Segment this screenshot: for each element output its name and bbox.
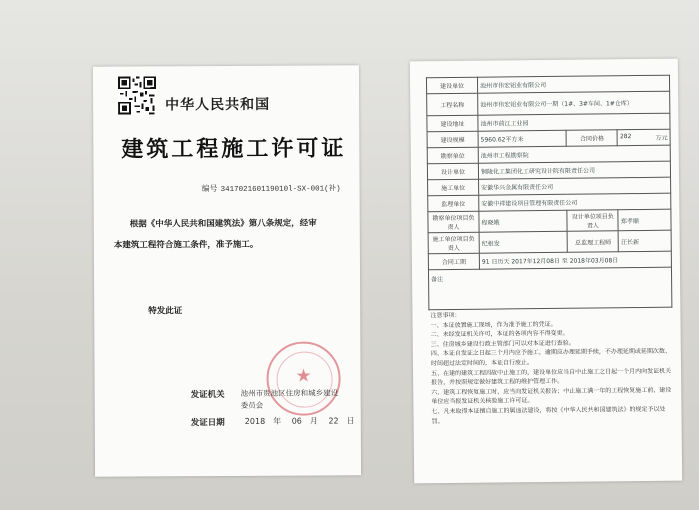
address-label: 建设地址 (427, 115, 478, 132)
note-item: 六、建筑工程恢复施工时，应当向发证机关报告；中止施工满一年的工程恢复施工前，建设单位应当报发证机关核验施工许可证。 (431, 386, 672, 406)
table-row (428, 209, 671, 233)
note-item: 二、未经发证机关许可，本证的各项内容不得变更。 (430, 329, 569, 339)
chief-engineer-label: 总监理工程师 (567, 231, 618, 253)
price-cell (617, 129, 670, 146)
scale-value: 5960.62平方米 (478, 130, 567, 147)
date-year: 2018 (244, 416, 266, 426)
design-lead-label: 设计单位项目负责人 (567, 210, 618, 232)
design-lead-value: 郑孝顺 (618, 209, 671, 231)
permit-details-page (410, 59, 682, 484)
notes-section (430, 309, 673, 427)
builder-value: 池州市伟宏铝业有限公司 (477, 75, 669, 93)
table-row (427, 91, 670, 116)
period-label: 合同工期 (428, 253, 479, 270)
project-value: 池州市伟宏铝业有限公司一期（1#、3#车间、1#仓库） (478, 91, 670, 115)
date-day: 22 (328, 416, 339, 426)
table-row (428, 230, 671, 254)
date-month: 06 (291, 416, 302, 426)
seal-star-icon: ★ (295, 365, 312, 387)
remarks-label: 备注 (428, 267, 671, 310)
construct-label: 施工单位 (428, 179, 479, 196)
address-value: 池州市前江工业园 (478, 113, 670, 131)
body-line-2: 本建筑工程符合施工条件，准予施工。 (113, 239, 259, 251)
note-item: 五、在建的建筑工程因故中止施工的，建设单位应当自中止施工之日起一个月内向发证机关报告，并按照规定做好建筑工程的维护管理工作。 (431, 367, 672, 387)
project-label: 工程名称 (427, 93, 478, 116)
construct-value: 安徽华兴金属有限责任公司 (479, 177, 671, 195)
issue-date-label: 发证日期 (190, 418, 225, 429)
design-value: 铜陵化工集团化工研究设计院有限责任公司 (478, 161, 670, 179)
construct-lead-value: 纪根发 (479, 231, 568, 253)
certify-text: 特发此证 (148, 306, 183, 317)
table-row (428, 267, 671, 310)
permit-title: 建筑工程施工许可证 (121, 136, 347, 163)
project-info-table (426, 75, 672, 311)
note-item: 四、本证自发证之日起三个月内应予施工，逾期应办理延期手续，不办理延期或延期次数、时间超过法定时间的，本证自行废止。 (430, 348, 671, 368)
note-item: 七、凡未取得本证擅自施工的属违法建设，将按《中华人民共和国建筑法》的规定予以处罚。 (431, 405, 666, 425)
serial-value: 341702160119010l-SX-001(补) (220, 185, 341, 195)
price-value: 282 (619, 133, 632, 141)
builder-label: 建设单位 (426, 77, 477, 94)
price-label: 合同价格 (566, 130, 617, 147)
date-day-unit: 日 (346, 416, 355, 426)
body-line-1: 根据《中华人民共和国建筑法》第八条规定，经审 (129, 218, 317, 230)
price-unit: 万元 (655, 134, 668, 142)
country-name: 中华人民共和国 (165, 96, 271, 114)
survey-value: 池州市工程勘察院 (478, 145, 670, 163)
chief-engineer-value: 汪长新 (618, 230, 671, 252)
serial-label: 编号 (201, 184, 218, 194)
issuer-value: 池州市贵池区住房和城乡建设委员会 (240, 388, 339, 410)
supervise-label: 监理单位 (428, 195, 479, 212)
date-year-unit: 年 (273, 416, 282, 426)
date-month-unit: 月 (309, 416, 318, 426)
permit-cover-page (93, 65, 361, 476)
permit-body (114, 213, 350, 256)
notes-title: 注意事项： (430, 311, 461, 320)
qr-code-icon (118, 76, 156, 114)
scale-label: 建设规模 (427, 131, 478, 148)
issuer-label: 发证机关 (190, 390, 225, 401)
supervise-value: 安徽中祥建设项目管理有限责任公司 (479, 193, 671, 211)
note-item: 一、本证放置施工现场，作为准予施工的凭证。 (430, 320, 557, 329)
issue-date (245, 415, 363, 427)
period-value: 91 日历天 2017年12月08日 至 2018年03月08日 (479, 251, 671, 269)
construct-lead-label: 施工单位项目负责人 (428, 232, 479, 254)
survey-lead-label: 勘察单位项目负责人 (428, 211, 479, 233)
design-label: 设计单位 (427, 163, 478, 180)
serial-number (202, 182, 341, 194)
survey-label: 勘察单位 (427, 147, 478, 164)
note-item: 三、住房城乡建设行政主管部门可以对本证进行查验。 (430, 339, 575, 348)
survey-lead-value: 程晓娥 (479, 210, 568, 232)
